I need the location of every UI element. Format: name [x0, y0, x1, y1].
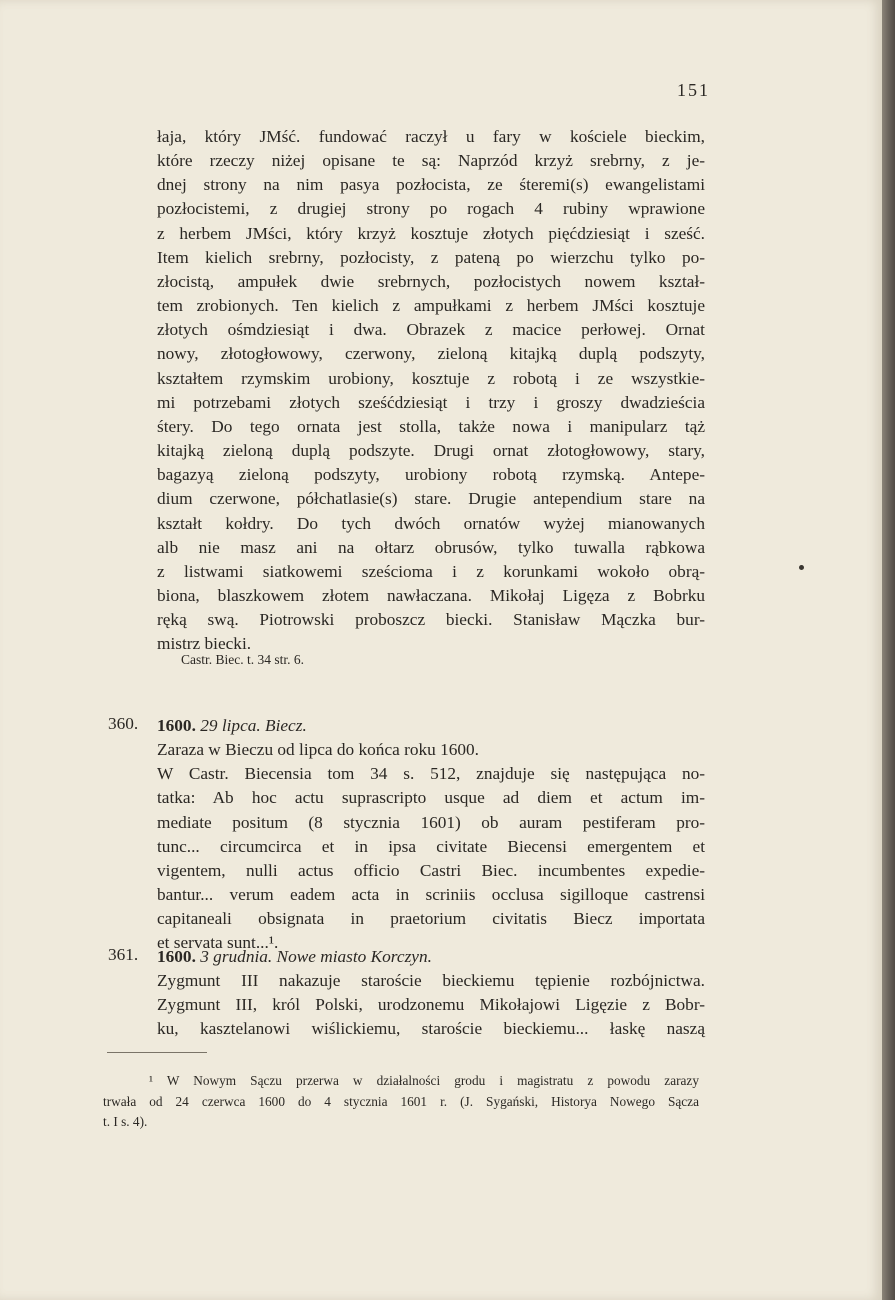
page-edge	[882, 0, 895, 1300]
text-line: kitajką zieloną duplą podszyte. Drugi ornat złotogłowowy, stary,	[157, 441, 705, 461]
text-line: które rzeczy niżej opisane te są: Naprzód krzyż srebrny, z je-	[157, 151, 705, 171]
text-line: ku, kasztelanowi wiślickiemu, staroście bieckiemu... łaskę naszą	[157, 1019, 705, 1039]
text-line: pozłocistemi, z drugiej strony po rogach 4 rubiny wprawione	[157, 199, 705, 219]
footnote-line: trwała od 24 czerwca 1600 do 4 stycznia 1601 r. (J. Sygański, Historya Nowego Sącza	[103, 1093, 699, 1109]
text-line: vigentem, nulli actus officio Castri Biec. incumbentes expedie-	[157, 860, 705, 880]
text-line: ręką swą. Piotrowski proboszcz biecki. Stanisław Mączka bur-	[157, 610, 705, 630]
text-line: łaja, który JMść. fundować raczył u fary w kościele bieckim,	[157, 127, 705, 146]
footnote	[103, 1071, 699, 1133]
text-line: alb nie masz ani na ołtarz obrusów, tylko tuwalla rąbkowa	[157, 537, 705, 557]
text-line: bantur... verum eadem acta in scriniis occlusa sigilloque castrensi	[157, 885, 705, 905]
page-number: 151	[677, 80, 710, 100]
text-line: tunc... circumcirca et in ipsa civitate Biecensi emergentem et	[157, 836, 705, 856]
entry-date-place: 29 lipca. Biecz.	[200, 716, 307, 735]
text-line: złotych ośmdziesiąt i dwa. Obrazek z macice perłowej. Ornat	[157, 320, 705, 340]
entry-heading	[157, 714, 705, 738]
text-line: W Castr. Biecensia tom 34 s. 512, znajduje się następująca no-	[157, 764, 705, 784]
text-line: biona, blaszkowem złotem nawłaczana. Mikołaj Ligęza z Bobrku	[157, 585, 705, 605]
entry-date-place: 3 grudnia. Nowe miasto Korczyn.	[200, 947, 432, 966]
text-line: mediate positum (8 stycznia 1601) ob auram pestiferam pro-	[157, 812, 705, 832]
text-line: dium czerwone, półchatlasie(s) stare. Drugie antependium stare na	[157, 489, 705, 509]
text-line: kształtem rzymskim urobiony, kosztuje z robotą i ze wszystkie-	[157, 368, 705, 388]
entry-361	[157, 945, 705, 1042]
entry-year: 1600.	[157, 947, 196, 966]
entry-number: 361.	[108, 945, 139, 964]
text-line: Zygmunt III nakazuje staroście bieckiemu tępienie rozbójnictwa.	[157, 971, 705, 991]
text-line: mistrz biecki.	[157, 634, 252, 654]
text-line: tem zrobionych. Ten kielich z ampułkami z herbem JMści kosztuje	[157, 296, 705, 316]
text-line: złocistą, ampułek dwie srebrnych, pozłocistych nowem kształ-	[157, 271, 705, 291]
entry-year: 1600.	[157, 716, 196, 735]
text-line: capitaneali obsignata in praetorium civitatis Biecz importata	[157, 909, 705, 929]
ink-spot	[799, 565, 804, 570]
text-line: nowy, złotogłowowy, czerwony, zieloną kitajką duplą podszyty,	[157, 344, 705, 364]
text-line: dnej strony na nim pasya pozłocista, ze śteremi(s) ewangelistami	[157, 175, 705, 195]
text-line: Item kielich srebrny, pozłocisty, z pateną po wierzchu tylko po-	[157, 247, 705, 267]
entry-360	[157, 714, 705, 956]
continuation-paragraph	[157, 125, 705, 656]
footnote-line: ¹ W Nowym Sączu przerwa w działalności grodu i magistratu z powodu zarazy	[149, 1073, 699, 1088]
text-line: Zygmunt III, król Polski, urodzonemu Mikołajowi Ligęzie z Bobr-	[157, 995, 705, 1015]
text-line: z listwami siatkowemi sześcioma i z korunkami wokoło obrą-	[157, 561, 705, 581]
source-citation: Castr. Biec. t. 34 str. 6.	[181, 652, 304, 667]
footnote-divider	[107, 1052, 207, 1053]
text-line: mi potrzebami złotych sześćdziesiąt i trzy i groszy dwadzieścia	[157, 392, 705, 412]
entry-heading	[157, 945, 705, 969]
footnote-line: t. I s. 4).	[103, 1114, 148, 1129]
text-line: śtery. Do tego ornata jest stolla, także nowa i manipularz tąż	[157, 416, 705, 436]
text-line: kształt kołdry. Do tych dwóch ornatów wyżej mianowanych	[157, 513, 705, 533]
entry-number: 360.	[108, 714, 139, 733]
text-line: tatka: Ab hoc actu suprascripto usque ad diem et actum im-	[157, 788, 705, 808]
text-line: bagazyą zieloną podszyty, urobiony robotą rzymską. Antepe-	[157, 465, 705, 485]
text-line: Zaraza w Bieczu od lipca do końca roku 1600.	[157, 740, 479, 760]
text-line: et servata sunt...¹.	[157, 933, 279, 953]
text-line: z herbem JMści, który krzyż kosztuje złotych pięćdziesiąt i sześć.	[157, 223, 705, 243]
